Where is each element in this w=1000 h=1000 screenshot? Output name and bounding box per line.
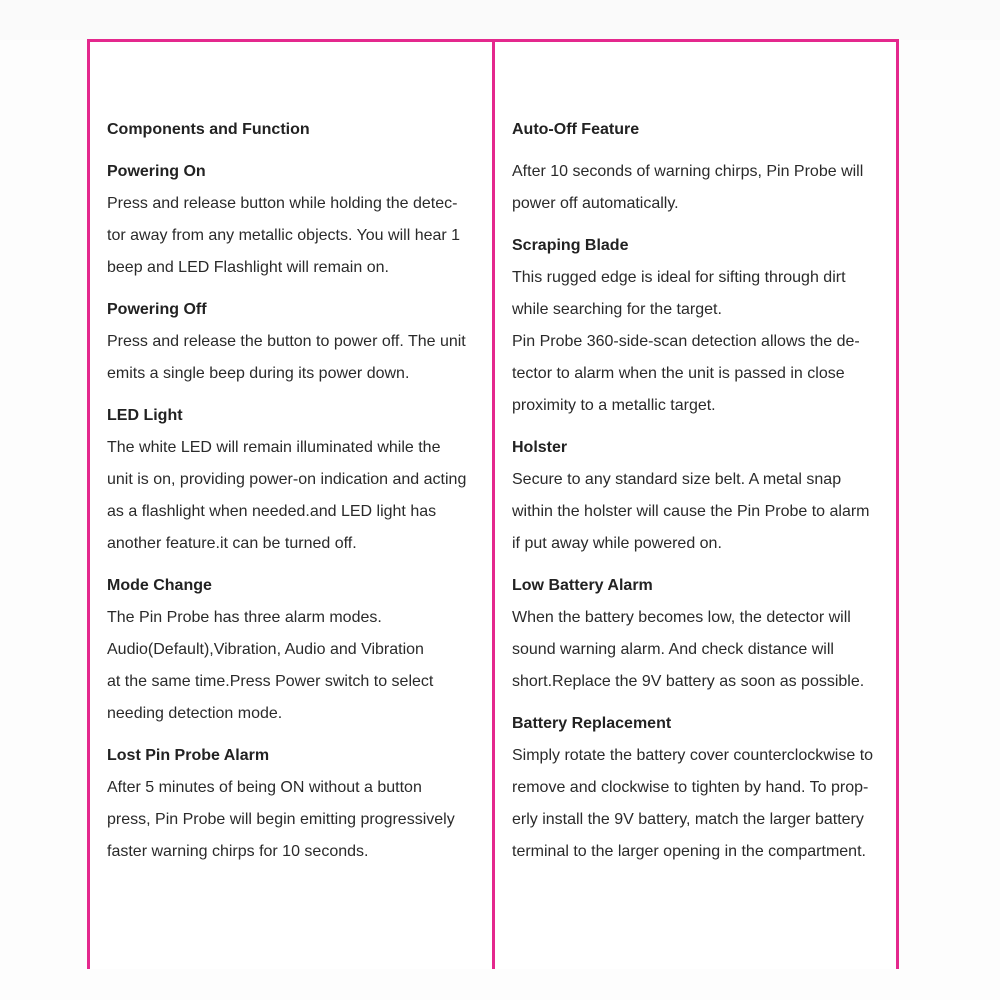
- body-line: at the same time.Press Power switch to select: [107, 673, 434, 690]
- section-powering-on: [107, 156, 485, 284]
- column-divider: [492, 39, 495, 969]
- body-line: emits a single beep during its power down.: [107, 365, 410, 382]
- right-column: [512, 114, 890, 878]
- body-line: press, Pin Probe will begin emitting progressively: [107, 811, 455, 828]
- body-line: as a flashlight when needed.and LED light has: [107, 503, 437, 520]
- body-line: Simply rotate the battery cover counterclockwise to: [512, 747, 874, 764]
- body-line: if put away while powered on.: [512, 535, 722, 552]
- body-line: Secure to any standard size belt. A metal snap: [512, 471, 842, 488]
- body-line: After 5 minutes of being ON without a button: [107, 779, 422, 796]
- body-line: sound warning alarm. And check distance will: [512, 641, 834, 658]
- section-low-battery-alarm: [512, 570, 890, 698]
- section-heading: LED Light: [107, 407, 183, 424]
- right-column-title: Auto-Off Feature: [512, 121, 640, 138]
- section-heading: Low Battery Alarm: [512, 577, 653, 594]
- body-line: Press and release button while holding the detec-: [107, 195, 458, 212]
- section-heading: Scraping Blade: [512, 237, 629, 254]
- section-battery-replacement: [512, 708, 890, 868]
- section-heading: Battery Replacement: [512, 715, 672, 732]
- body-line: power off automatically.: [512, 195, 679, 212]
- body-line: within the holster will cause the Pin Probe to alarm: [512, 503, 870, 520]
- section-powering-off: [107, 294, 485, 390]
- section-heading: Holster: [512, 439, 568, 456]
- body-line: remove and clockwise to tighten by hand. To prop-: [512, 779, 869, 796]
- top-margin: [0, 0, 1000, 40]
- body-line: unit is on, providing power-on indication and acting: [107, 471, 467, 488]
- section-auto-off: [512, 156, 890, 220]
- body-line: Audio(Default),Vibration, Audio and Vibration: [107, 641, 424, 658]
- section-heading: Mode Change: [107, 577, 212, 594]
- body-line: When the battery becomes low, the detector will: [512, 609, 851, 626]
- body-line: short.Replace the 9V battery as soon as possible.: [512, 673, 865, 690]
- section-led-light: [107, 400, 485, 560]
- body-line: Press and release the button to power off. The unit: [107, 333, 466, 350]
- body-line: Pin Probe 360-side-scan detection allows the de-: [512, 333, 860, 350]
- left-column-title: Components and Function: [107, 121, 310, 138]
- section-heading: Powering Off: [107, 301, 207, 318]
- body-line: faster warning chirps for 10 seconds.: [107, 843, 369, 860]
- body-line: while searching for the target.: [512, 301, 722, 318]
- body-line: beep and LED Flashlight will remain on.: [107, 259, 389, 276]
- body-line: proximity to a metallic target.: [512, 397, 716, 414]
- section-scraping-blade: [512, 230, 890, 422]
- body-line: This rugged edge is ideal for sifting through dirt: [512, 269, 846, 286]
- body-line: erly install the 9V battery, match the larger battery: [512, 811, 864, 828]
- section-heading: Powering On: [107, 163, 206, 180]
- section-mode-change: [107, 570, 485, 730]
- section-lost-pin-probe-alarm: [107, 740, 485, 868]
- body-line: tector to alarm when the unit is passed in close: [512, 365, 845, 382]
- body-line: terminal to the larger opening in the compartment.: [512, 843, 866, 860]
- left-column: [107, 114, 485, 878]
- body-line: The Pin Probe has three alarm modes.: [107, 609, 382, 626]
- section-heading: Lost Pin Probe Alarm: [107, 747, 270, 764]
- body-line: needing detection mode.: [107, 705, 283, 722]
- body-line: The white LED will remain illuminated while the: [107, 439, 441, 456]
- body-line: tor away from any metallic objects. You will hear 1: [107, 227, 461, 244]
- body-line: After 10 seconds of warning chirps, Pin Probe will: [512, 163, 864, 180]
- body-line: another feature.it can be turned off.: [107, 535, 357, 552]
- section-holster: [512, 432, 890, 560]
